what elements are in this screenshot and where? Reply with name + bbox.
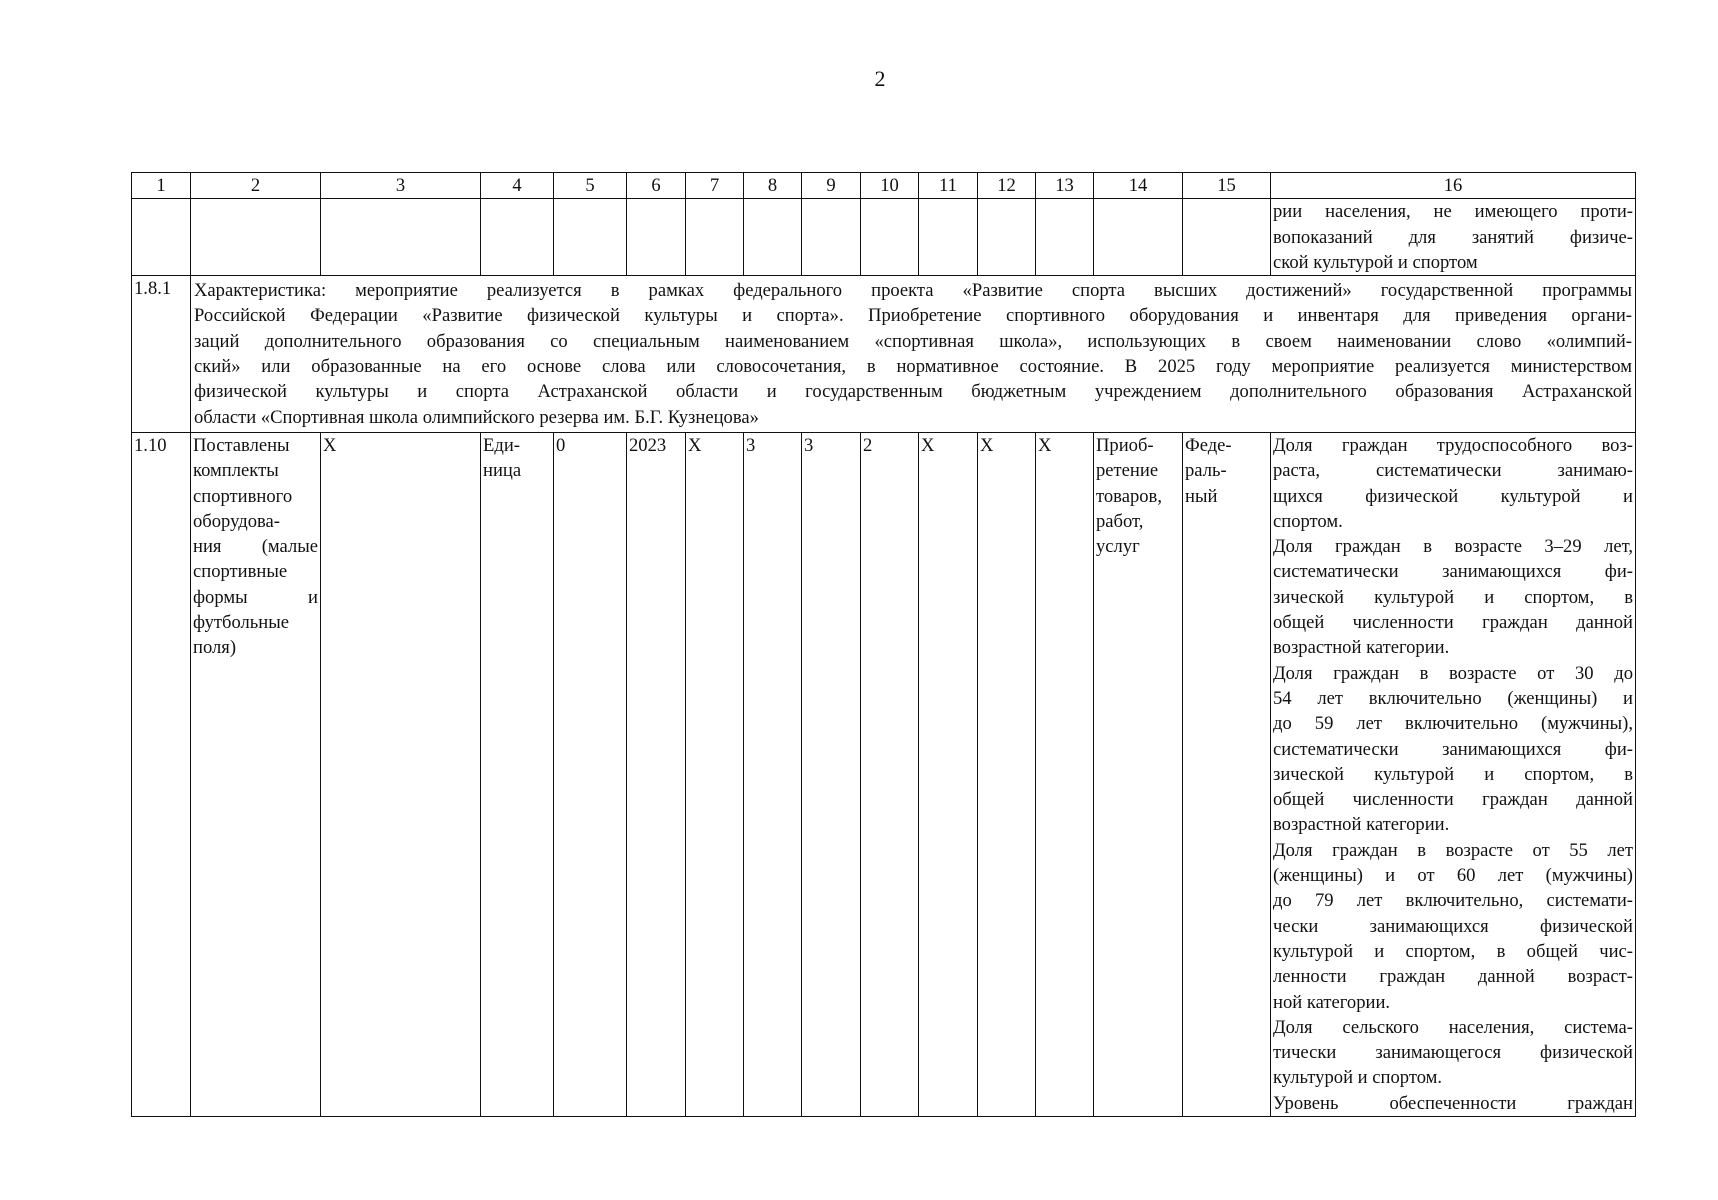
column-header: 10 — [861, 173, 919, 199]
indicator-cell — [1271, 199, 1636, 276]
column-header: 2 — [191, 173, 321, 199]
text-line: услуг — [1096, 536, 1140, 558]
text-line: заций дополнительного образования со специальным наименованием «спортивная школа», использующих в своем наименовании слово «олимпий- — [194, 330, 1632, 352]
level-cell — [1183, 432, 1271, 1116]
text-line: общей численности граждан данной — [1273, 789, 1633, 811]
result-name-cell — [191, 432, 321, 1116]
text-line: Доля граждан в возрасте от 30 до — [1273, 662, 1633, 684]
text-line: культурой и спортом, в общей чис- — [1273, 940, 1633, 962]
text-line: щихся физической культурой и — [1273, 485, 1633, 507]
cell-col-8: 3 — [744, 432, 802, 1116]
text-line: Доля сельского населения, система- — [1273, 1016, 1633, 1038]
table-row-continuation — [132, 199, 1636, 276]
column-header: 15 — [1183, 173, 1271, 199]
table-row-1-10 — [132, 432, 1636, 1116]
text-line: ретение — [1096, 460, 1159, 482]
text-line: спортом. — [1273, 510, 1343, 532]
column-header: 8 — [744, 173, 802, 199]
page-number: 2 — [874, 66, 886, 91]
column-header: 6 — [627, 173, 686, 199]
base-value-cell: 0 — [554, 432, 627, 1116]
text-line: товаров, — [1096, 485, 1162, 507]
text-line: чески занимающихся физической — [1273, 915, 1633, 937]
text-line: до 59 лет включительно (мужчины), — [1273, 713, 1633, 735]
row-number: 1.8.1 — [132, 276, 191, 433]
text-line: оборудова- — [193, 510, 280, 532]
text-line: ленности граждан данной возраст- — [1273, 966, 1633, 988]
text-line: Доля граждан в возрасте 3–29 лет, — [1273, 536, 1633, 558]
text-line: Поставлены — [193, 434, 290, 456]
text-line: Феде- — [1185, 434, 1232, 456]
indicators-cell — [1271, 432, 1636, 1116]
text-line: общей численности граждан данной — [1273, 612, 1633, 634]
text-line: спортивные — [193, 561, 288, 583]
column-header: 1 — [132, 173, 191, 199]
text-line: ница — [483, 460, 522, 482]
text-line: комплекты — [193, 460, 279, 482]
text-line: систематически занимающихся фи- — [1273, 561, 1633, 583]
text-line: тически занимающегося физической — [1273, 1042, 1633, 1064]
text-line: раль- — [1185, 460, 1227, 482]
result-type-cell — [1094, 432, 1183, 1116]
text-line: раста, систематически занимаю- — [1273, 460, 1633, 482]
text-line: формы и — [193, 586, 318, 608]
cell-col-13: X — [1036, 432, 1094, 1116]
text-line: Характеристика: мероприятие реализуется в рамках федерального проекта «Развитие спорта высших достижений» государственной программы — [194, 280, 1632, 302]
table-row-1-8-1 — [132, 276, 1636, 433]
text-line: зической культурой и спортом, в — [1273, 586, 1633, 608]
text-line: работ, — [1096, 510, 1144, 532]
text-line: рии населения, не имеющего проти- — [1273, 201, 1633, 223]
column-header: 11 — [919, 173, 978, 199]
text-line: футбольные — [193, 612, 289, 634]
text-line: ский» или образованные на его основе слова или словосочетания, в нормативное состояние. В 2025 году мероприятие реализуется министерством — [194, 356, 1632, 378]
cell-col-10: 2 — [861, 432, 919, 1116]
column-header: 13 — [1036, 173, 1094, 199]
text-line: вопоказаний для занятий физиче- — [1273, 226, 1633, 248]
column-header: 14 — [1094, 173, 1183, 199]
text-line: возрастной категории. — [1273, 814, 1450, 836]
cell-col-3: X — [321, 432, 481, 1116]
table-header-row — [132, 173, 1636, 199]
text-line: Приоб- — [1096, 434, 1154, 456]
text-line: ной категории. — [1273, 991, 1391, 1013]
cell-col-11: X — [919, 432, 978, 1116]
column-header: 4 — [481, 173, 554, 199]
column-header: 12 — [978, 173, 1036, 199]
text-line: Доля граждан трудоспособного воз- — [1273, 434, 1633, 456]
column-header: 9 — [802, 173, 861, 199]
text-line: поля) — [193, 637, 237, 659]
cell-col-7: X — [686, 432, 744, 1116]
text-line: спортивного — [193, 485, 293, 507]
characteristic-cell — [191, 276, 1636, 433]
column-header: 7 — [686, 173, 744, 199]
column-header: 16 — [1271, 173, 1636, 199]
column-header: 3 — [321, 173, 481, 199]
text-line: Российской Федерации «Развитие физической культуры и спорта». Приобретение спортивного оборудования и инвентаря для приведения органи- — [194, 305, 1632, 327]
column-header: 5 — [554, 173, 627, 199]
row-number: 1.10 — [132, 432, 191, 1116]
text-line: возрастной категории. — [1273, 637, 1450, 659]
text-line: физической культуры и спорта Астраханской области и государственным бюджетным учреждением дополнительного образования Астраханской — [194, 381, 1632, 403]
text-line: ния (малые — [193, 536, 318, 558]
text-line: до 79 лет включительно, системати- — [1273, 890, 1633, 912]
text-line: Доля граждан в возрасте от 55 лет — [1273, 839, 1633, 861]
cell-col-12: X — [978, 432, 1036, 1116]
cell-col-9: 3 — [802, 432, 861, 1116]
text-line: зической культурой и спортом, в — [1273, 763, 1633, 785]
text-line: ный — [1185, 485, 1218, 507]
text-line: (женщины) и от 60 лет (мужчины) — [1273, 865, 1633, 887]
text-line: 54 лет включительно (женщины) и — [1273, 687, 1633, 709]
text-line: ской культурой и спортом — [1273, 251, 1478, 273]
text-line: области «Спортивная школа олимпийского резерва им. Б.Г. Кузнецова» — [194, 406, 759, 428]
text-line: Еди- — [483, 434, 520, 456]
text-line: систематически занимающихся фи- — [1273, 738, 1633, 760]
unit-cell — [481, 432, 554, 1116]
text-line: культурой и спортом. — [1273, 1067, 1443, 1089]
measures-table — [131, 172, 1636, 1117]
text-line: Уровень обеспеченности граждан — [1273, 1092, 1633, 1114]
base-year-cell: 2023 — [627, 432, 686, 1116]
